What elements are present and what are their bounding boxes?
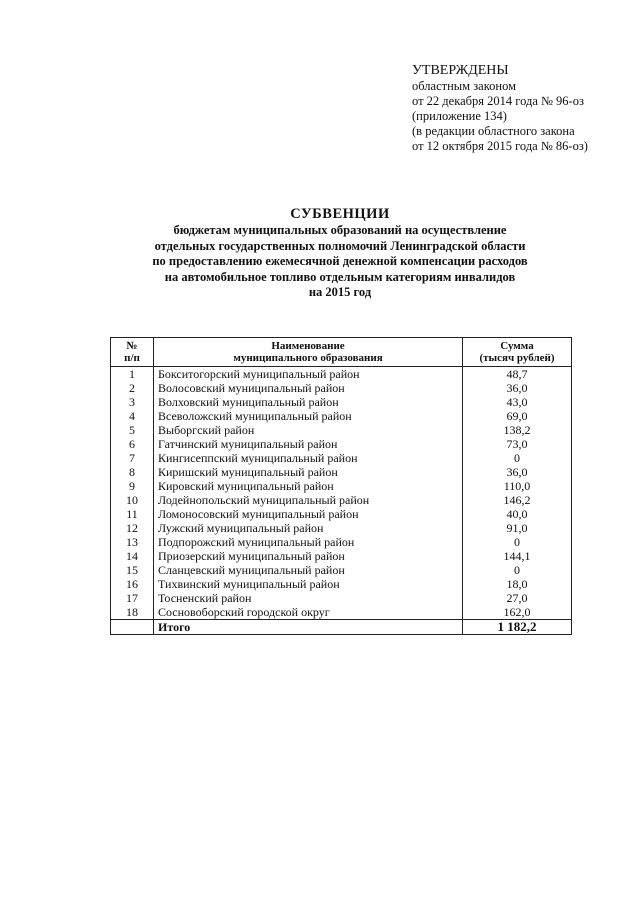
table-row xyxy=(111,409,572,423)
table-row xyxy=(111,507,572,521)
row-municipality: Бокситогорский муниципальный район xyxy=(154,367,463,382)
table-row xyxy=(111,493,572,507)
title-line: бюджетам муниципальных образований на осуществление xyxy=(173,223,507,237)
row-municipality: Тихвинский муниципальный район xyxy=(154,577,463,591)
table-row xyxy=(111,605,572,620)
row-number: 18 xyxy=(111,605,154,620)
row-sum: 40,0 xyxy=(463,507,572,521)
table-row xyxy=(111,535,572,549)
header-sum-line2: (тысяч рублей) xyxy=(479,352,555,364)
title-line: отдельных государственных полномочий Ленинградской области xyxy=(154,238,526,253)
header-name-line2: муниципального образования xyxy=(233,352,383,364)
table-body xyxy=(111,367,572,620)
row-municipality: Приозерский муниципальный район xyxy=(154,549,463,563)
row-sum: 27,0 xyxy=(463,591,572,605)
row-number: 17 xyxy=(111,591,154,605)
row-number: 4 xyxy=(111,409,154,423)
row-municipality: Волосовский муниципальный район xyxy=(154,381,463,395)
row-sum: 0 xyxy=(463,535,572,549)
header-sum xyxy=(463,338,572,367)
row-municipality: Лужский муниципальный район xyxy=(154,521,463,535)
title-main: СУБВЕНЦИИ xyxy=(290,206,390,222)
row-municipality: Тосненский район xyxy=(154,591,463,605)
title-line: на 2015 год xyxy=(308,285,372,299)
row-number: 3 xyxy=(111,395,154,409)
table-row xyxy=(111,437,572,451)
row-sum: 138,2 xyxy=(463,423,572,437)
total-label: Итого xyxy=(154,620,463,635)
row-sum: 36,0 xyxy=(463,465,572,479)
row-sum: 36,0 xyxy=(463,381,572,395)
table-row xyxy=(111,563,572,577)
table-row xyxy=(111,465,572,479)
row-municipality: Всеволожский муниципальный район xyxy=(154,409,463,423)
row-number: 12 xyxy=(111,521,154,535)
row-number: 2 xyxy=(111,381,154,395)
table-row xyxy=(111,381,572,395)
row-number: 5 xyxy=(111,423,154,437)
row-sum: 18,0 xyxy=(463,577,572,591)
table-row xyxy=(111,423,572,437)
table-header xyxy=(111,338,572,367)
header-num-line1: № xyxy=(126,340,138,352)
row-number: 7 xyxy=(111,451,154,465)
title-line: по предоставлению ежемесячной денежной компенсации расходов xyxy=(152,254,528,268)
row-municipality: Ломоносовский муниципальный район xyxy=(154,507,463,521)
row-number: 15 xyxy=(111,563,154,577)
subventions-table xyxy=(110,337,572,635)
approval-line: (в редакции областного закона xyxy=(412,124,575,138)
header-num xyxy=(111,338,154,367)
document-title xyxy=(100,205,580,301)
row-municipality: Лодейнопольский муниципальный район xyxy=(154,493,463,507)
row-sum: 91,0 xyxy=(463,521,572,535)
total-row xyxy=(111,620,572,635)
row-sum: 0 xyxy=(463,563,572,577)
row-number: 13 xyxy=(111,535,154,549)
row-municipality: Гатчинский муниципальный район xyxy=(154,437,463,451)
row-municipality: Выборгский район xyxy=(154,423,463,437)
approval-heading: УТВЕРЖДЕНЫ xyxy=(412,63,509,78)
header-name-line1: Наименование xyxy=(271,340,345,352)
title-line: на автомобильное топливо отдельным категориям инвалидов xyxy=(164,269,516,284)
row-municipality: Киришский муниципальный район xyxy=(154,465,463,479)
header-sum-line1: Сумма xyxy=(500,340,534,352)
total-sum: 1 182,2 xyxy=(463,620,572,635)
row-sum: 0 xyxy=(463,451,572,465)
table-row xyxy=(111,577,572,591)
row-sum: 144,1 xyxy=(463,549,572,563)
header-num-line2: п/п xyxy=(124,352,140,364)
approval-line: областным законом xyxy=(412,79,517,93)
row-sum: 110,0 xyxy=(463,479,572,493)
row-sum: 73,0 xyxy=(463,437,572,451)
row-number: 10 xyxy=(111,493,154,507)
approval-line: от 22 декабря 2014 года № 96-оз xyxy=(412,94,584,108)
row-municipality: Волховский муниципальный район xyxy=(154,395,463,409)
table-row xyxy=(111,451,572,465)
table-row xyxy=(111,591,572,605)
row-municipality: Подпорожский муниципальный район xyxy=(154,535,463,549)
row-number: 16 xyxy=(111,577,154,591)
header-name xyxy=(154,338,463,367)
table-row xyxy=(111,395,572,409)
table-row xyxy=(111,521,572,535)
table-row xyxy=(111,479,572,493)
row-municipality: Кингисеппский муниципальный район xyxy=(154,451,463,465)
row-sum: 43,0 xyxy=(463,395,572,409)
row-municipality: Кировский муниципальный район xyxy=(154,479,463,493)
row-number: 14 xyxy=(111,549,154,563)
row-sum: 48,7 xyxy=(463,367,572,382)
row-number: 9 xyxy=(111,479,154,493)
row-sum: 146,2 xyxy=(463,493,572,507)
row-municipality: Сосновоборский городской округ xyxy=(154,605,463,620)
row-sum: 69,0 xyxy=(463,409,572,423)
row-number: 8 xyxy=(111,465,154,479)
row-number: 6 xyxy=(111,437,154,451)
approval-line: от 12 октября 2015 года № 86-оз) xyxy=(412,139,588,153)
row-sum: 162,0 xyxy=(463,605,572,620)
table-row xyxy=(111,367,572,382)
total-num-cell xyxy=(111,620,154,635)
approval-line: (приложение 134) xyxy=(412,109,507,123)
row-number: 11 xyxy=(111,507,154,521)
approval-stamp xyxy=(412,62,588,154)
row-municipality: Сланцевский муниципальный район xyxy=(154,563,463,577)
table-footer xyxy=(111,620,572,635)
row-number: 1 xyxy=(111,367,154,382)
table-row xyxy=(111,549,572,563)
